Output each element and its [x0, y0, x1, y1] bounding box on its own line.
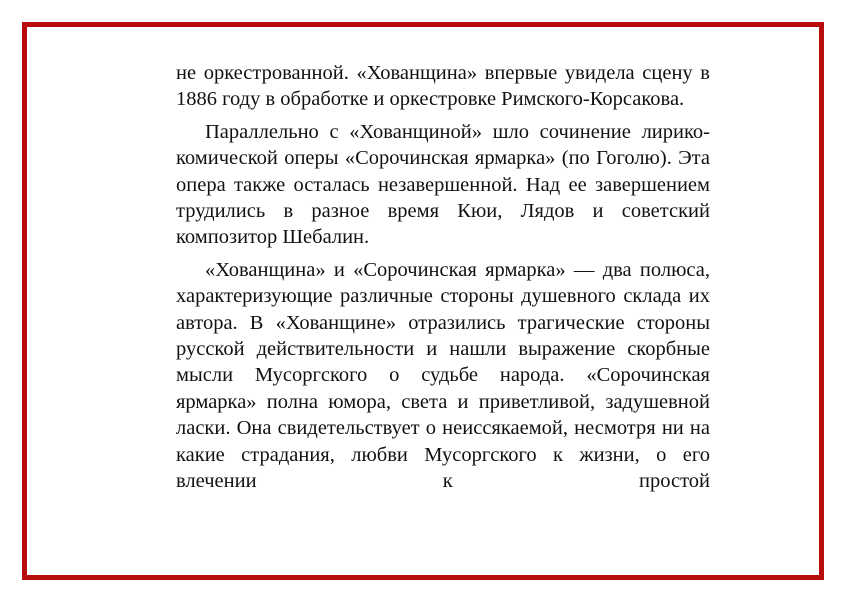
- paragraph-continuation: не оркестрованной. «Хованщина» впервые увидела сцену в 1886 году в обработке и оркестровке Римского-Корсакова.: [176, 62, 710, 111]
- paragraph-sorochinskaya: Параллельно с «Хованщиной» шло сочинение лирико-комической оперы «Сорочинская ярмарка» (по Гоголю). Эта опера также осталась незавершенной. Над ее завершением трудились в разное время Кюи, Лядов и советский композитор Шебалин.: [176, 120, 710, 249]
- paragraph-two-poles: «Хованщина» и «Сорочинская ярмарка» — два полюса, характеризующие различные стороны душевного склада их автора. В «Хованщине» отразились трагические стороны русской действительности и нашли выражение скорбные мысли Мусоргского о судьбе народа. «Сорочинская ярмарка» полна юмора, света и приветливой, задушевной ласки. Она свидетельствует о неиссякаемой, несмотря ни на какие страдания, любви Мусоргского к жизни, о его влечении к простой: [176, 258, 710, 493]
- text-body: [176, 60, 710, 501]
